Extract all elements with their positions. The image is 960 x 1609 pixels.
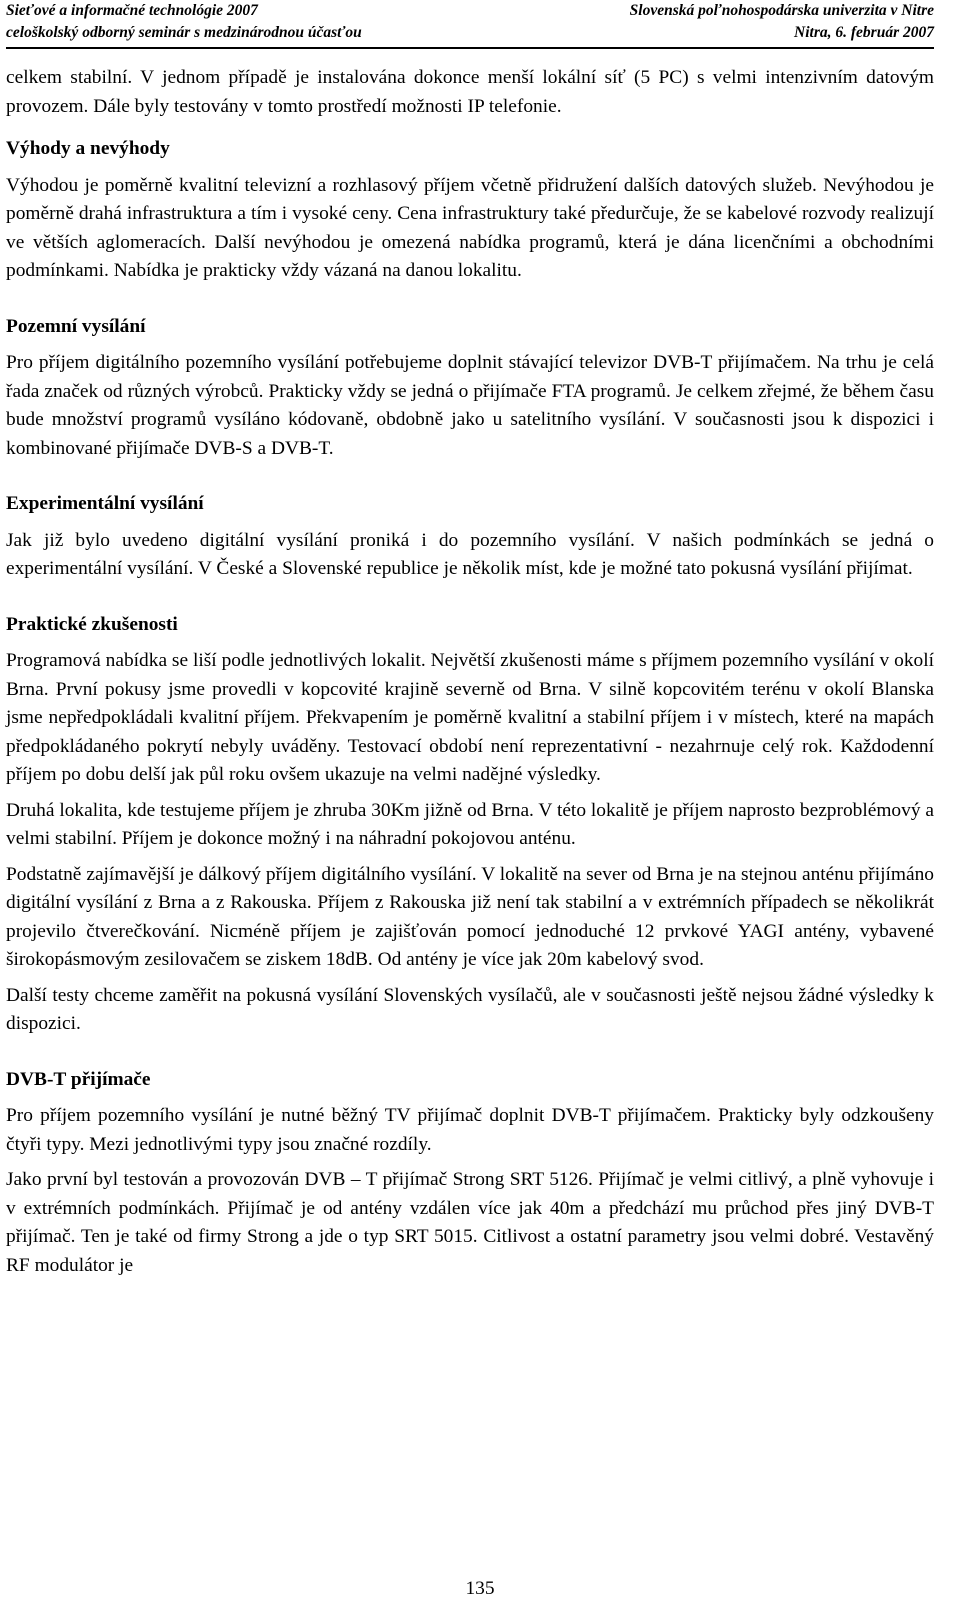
section-paragraph: Jak již bylo uvedeno digitální vysílání proniká i do pozemního vysílání. V našich podmínkách se jedná o experimentální vysílání. V České a Slovenské republice je několik míst, kde je možné tato pokusná vysílání přijímat.: [6, 529, 934, 579]
section-paragraph: Druhá lokalita, kde testujeme příjem je zhruba 30Km jižně od Brna. V této lokalitě je příjem naprosto bezproblémový a velmi stabilní. Příjem je dokonce možný i na náhradní pokojovou anténu.: [6, 799, 934, 849]
section-heading-advantages: Výhody a nevýhody: [6, 138, 170, 159]
header-row-1: [6, 0, 934, 22]
header-university: Slovenská poľnohospodárska univerzita v Nitre: [629, 2, 934, 19]
section-heading-experience: Praktické zkušenosti: [6, 613, 178, 635]
header-date: Nitra, 6. február 2007: [794, 24, 934, 41]
page-number: 135: [465, 1578, 495, 1599]
section-heading-receivers: DVB-T přijímače: [6, 1068, 151, 1090]
section-paragraph: Výhodou je poměrně kvalitní televizní a rozhlasový příjem včetně přidružení dalších datových služeb. Nevýhodou je poměrně drahá infrastruktura a tím i vysoké ceny. Cena infrastruktury také předurčuje, že se kabelové rozvody realizují ve větších aglomeracích. Další nevýhodou je omezená nabídka programů, která je dána licenčními a obchodními podmínkami. Nabídka je prakticky vždy vázaná na danou lokalitu.: [6, 174, 934, 281]
header-row-2: [6, 22, 934, 44]
header-seminar: celoškolský odborný seminár s medzinárodnou účasťou: [6, 24, 362, 41]
header-conference-title: Sieťové a informačné technológie 2007: [6, 2, 258, 19]
document-body: [6, 64, 934, 1287]
section-paragraph: Další testy chceme zaměřit na pokusná vysílání Slovenských vysílačů, ale v současnosti ještě nejsou žádné výsledky k dispozici.: [6, 984, 934, 1034]
section-paragraph: Pro příjem digitálního pozemního vysílání potřebujeme doplnit stávající televizor DVB-T přijímačem. Na trhu je celá řada značek od různých výrobců. Prakticky vždy se jedná o přijímače FTA programů. Je celkem zřejmé, že během času bude množství programů vysíláno kódovaně, obdobně jako u satelitního vysílání. V současnosti jsou k dispozici i kombinované přijímače DVB-S a DVB-T.: [6, 352, 934, 459]
page-header: [6, 0, 934, 44]
intro-paragraph: celkem stabilní. V jednom případě je instalována dokonce menší lokální síť (5 PC) s velmi intenzivním datovým provozem. Dále byly testovány v tomto prostředí možnosti IP telefonie.: [6, 67, 934, 117]
header-rule: [6, 47, 934, 49]
section-paragraph: Podstatně zajímavější je dálkový příjem digitálního vysílání. V lokalitě na sever od Brna je na stejnou anténu přijímáno digitální vysílání z Brna a z Rakouska. Příjem z Rakouska již není tak stabilní a v extrémních případech se několikrát projevilo čtverečkování. Nicméně příjem je zajišťován pomocí jednoduché 12 prvkové YAGI antény, vybavené širokopásmovým zesilovačem se ziskem 18dB. Od antény je více jak 20m kabelový svod.: [6, 863, 934, 970]
section-paragraph: Programová nabídka se liší podle jednotlivých lokalit. Největší zkušenosti máme s příjmem pozemního vysílání v okolí Brna. První pokusy jsme provedli v kopcovité krajině severně od Brna. V silně kopcovitém terénu v okolí Blanska jsme nepředpokládali kvalitní příjem. Překvapením je poměrně kvalitní a stabilní příjem i v místech, které na mapách předpokládaného pokrytí nebyly uváděny. Testovací období není reprezentativní - nezahrnuje celý rok. Každodenní příjem po dobu delší jak půl roku ovšem ukazuje na velmi nadějné výsledky.: [6, 650, 934, 785]
section-paragraph: Pro příjem pozemního vysílání je nutné běžný TV přijímač doplnit DVB-T přijímačem. Prakticky byly odzkoušeny čtyři typy. Mezi jednotlivými typy jsou značné rozdíly.: [6, 1105, 934, 1155]
section-paragraph: Jako první byl testován a provozován DVB – T přijímač Strong SRT 5126. Přijímač je velmi citlivý, a plně vyhovuje i v extrémních podmínkách. Přijímač je od antény vzdálen více jak 40m a předchází mu průchod přes jiný DVB-T přijímač. Ten je také od firmy Strong a jde o typ SRT 5015. Citlivost a ostatní parametry jsou velmi dobré. Vestavěný RF modulátor je: [6, 1169, 934, 1276]
section-heading-terrestrial: Pozemní vysílání: [6, 315, 146, 337]
section-heading-experimental: Experimentální vysílání: [6, 493, 204, 514]
